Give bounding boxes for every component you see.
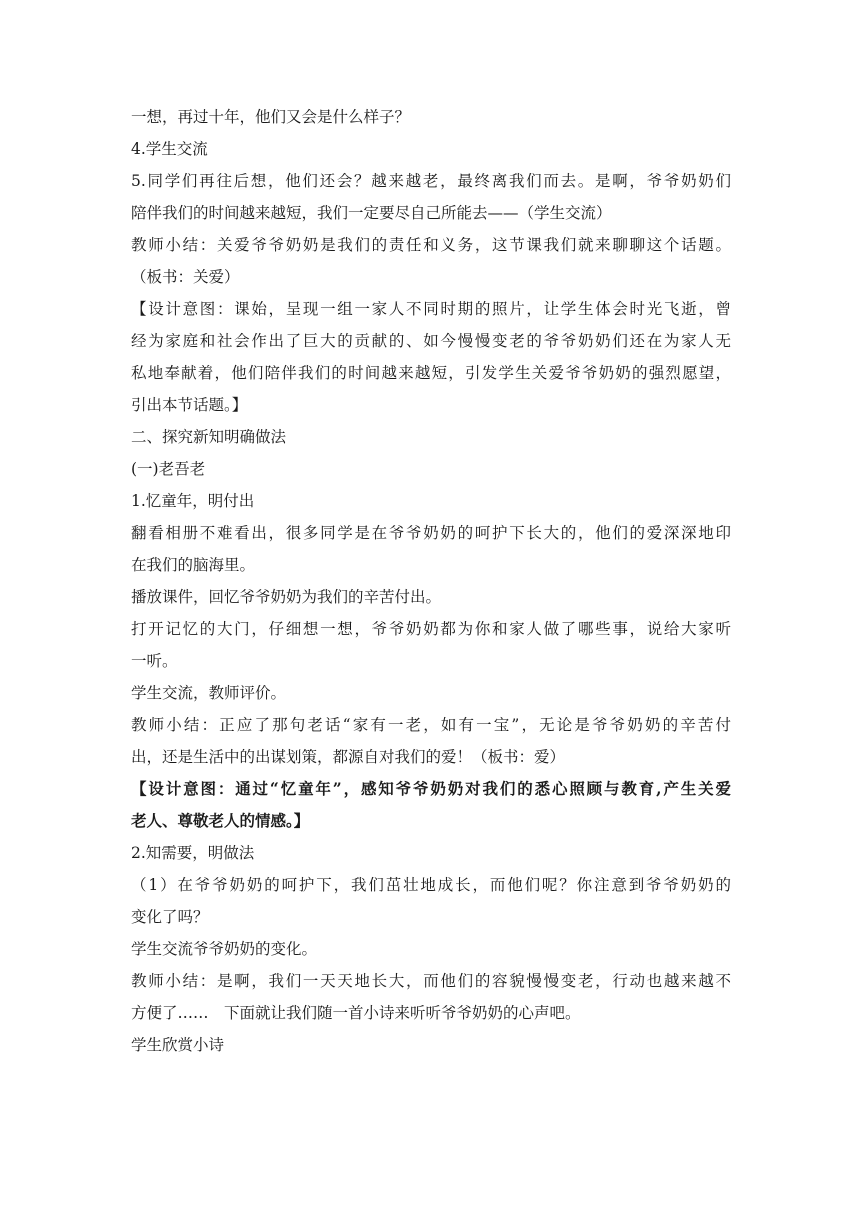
text-line: 二、探究新知明确做法 [131, 428, 287, 446]
text-line: （1）在爷爷奶奶的呵护下，我们茁壮地成长，而他们呢？你注意到爷爷奶奶的 [131, 876, 731, 894]
text-line: 引出本节话题。】 [131, 396, 248, 414]
text-line: 1.忆童年，明付出 [131, 492, 255, 510]
text-line: 教师小结：是啊，我们一天天地长大，而他们的容貌慢慢变老，行动也越来越不 [131, 972, 731, 990]
text-line: 在我们的脑海里。 [131, 556, 256, 574]
text-line: 学生交流，教师评价。 [131, 684, 287, 702]
text-line: 学生欣赏小诗 [131, 1036, 225, 1054]
text-line: 播放课件，回忆爷爷奶奶为我们的辛苦付出。 [131, 588, 442, 606]
text-line: 学生交流爷爷奶奶的变化。 [131, 940, 318, 958]
text-line: 【设计意图：通过“忆童年”，感知爷爷奶奶对我们的悉心照顾与教育,产生关爱 [131, 779, 731, 798]
text-line: 翻看相册不难看出，很多同学是在爷爷奶奶的呵护下长大的，他们的爱深深地印 [131, 524, 731, 542]
text-line: 5.同学们再往后想，他们还会？越来越老，最终离我们而去。是啊，爷爷奶奶们 [131, 172, 731, 190]
text-line: (一)老吾老 [131, 460, 206, 478]
document-body [131, 101, 731, 1061]
text-line: 一听。 [131, 652, 178, 670]
text-line: 教师小结：关爱爷爷奶奶是我们的责任和义务，这节课我们就来聊聊这个话题。 [131, 236, 731, 254]
text-line: 【设计意图：课始，呈现一组一家人不同时期的照片，让学生体会时光飞逝，曾 [131, 300, 731, 318]
text-line: 陪伴我们的时间越来越短，我们一定要尽自己所能去——（学生交流） [131, 204, 612, 222]
text-line: （板书：关爱） [131, 268, 240, 286]
text-line: 变化了吗？ [131, 908, 209, 926]
text-line: 私地奉献着，他们陪伴我们的时间越来越短，引发学生关爱爷爷奶奶的强烈愿望， [131, 364, 731, 382]
text-line: 老人、尊敬老人的情感。】 [131, 811, 310, 830]
text-line: 经为家庭和社会作出了巨大的贡献的、如今慢慢变老的爷爷奶奶们还在为家人无 [131, 332, 731, 350]
text-line: 一想，再过十年，他们又会是什么样子？ [131, 108, 411, 126]
text-line: 2.知需要，明做法 [131, 844, 255, 862]
text-line: 打开记忆的大门，仔细想一想，爷爷奶奶都为你和家人做了哪些事，说给大家听 [131, 620, 731, 638]
text-line: 4.学生交流 [131, 140, 208, 158]
text-line: 出，还是生活中的出谋划策，都源自对我们的爱！（板书：爱） [131, 748, 566, 766]
text-line: 方便了…… 下面就让我们随一首小诗来听听爷爷奶奶的心声吧。 [131, 1004, 581, 1022]
text-line: 教师小结：正应了那句老话“家有一老，如有一宝”，无论是爷爷奶奶的辛苦付 [131, 716, 731, 734]
